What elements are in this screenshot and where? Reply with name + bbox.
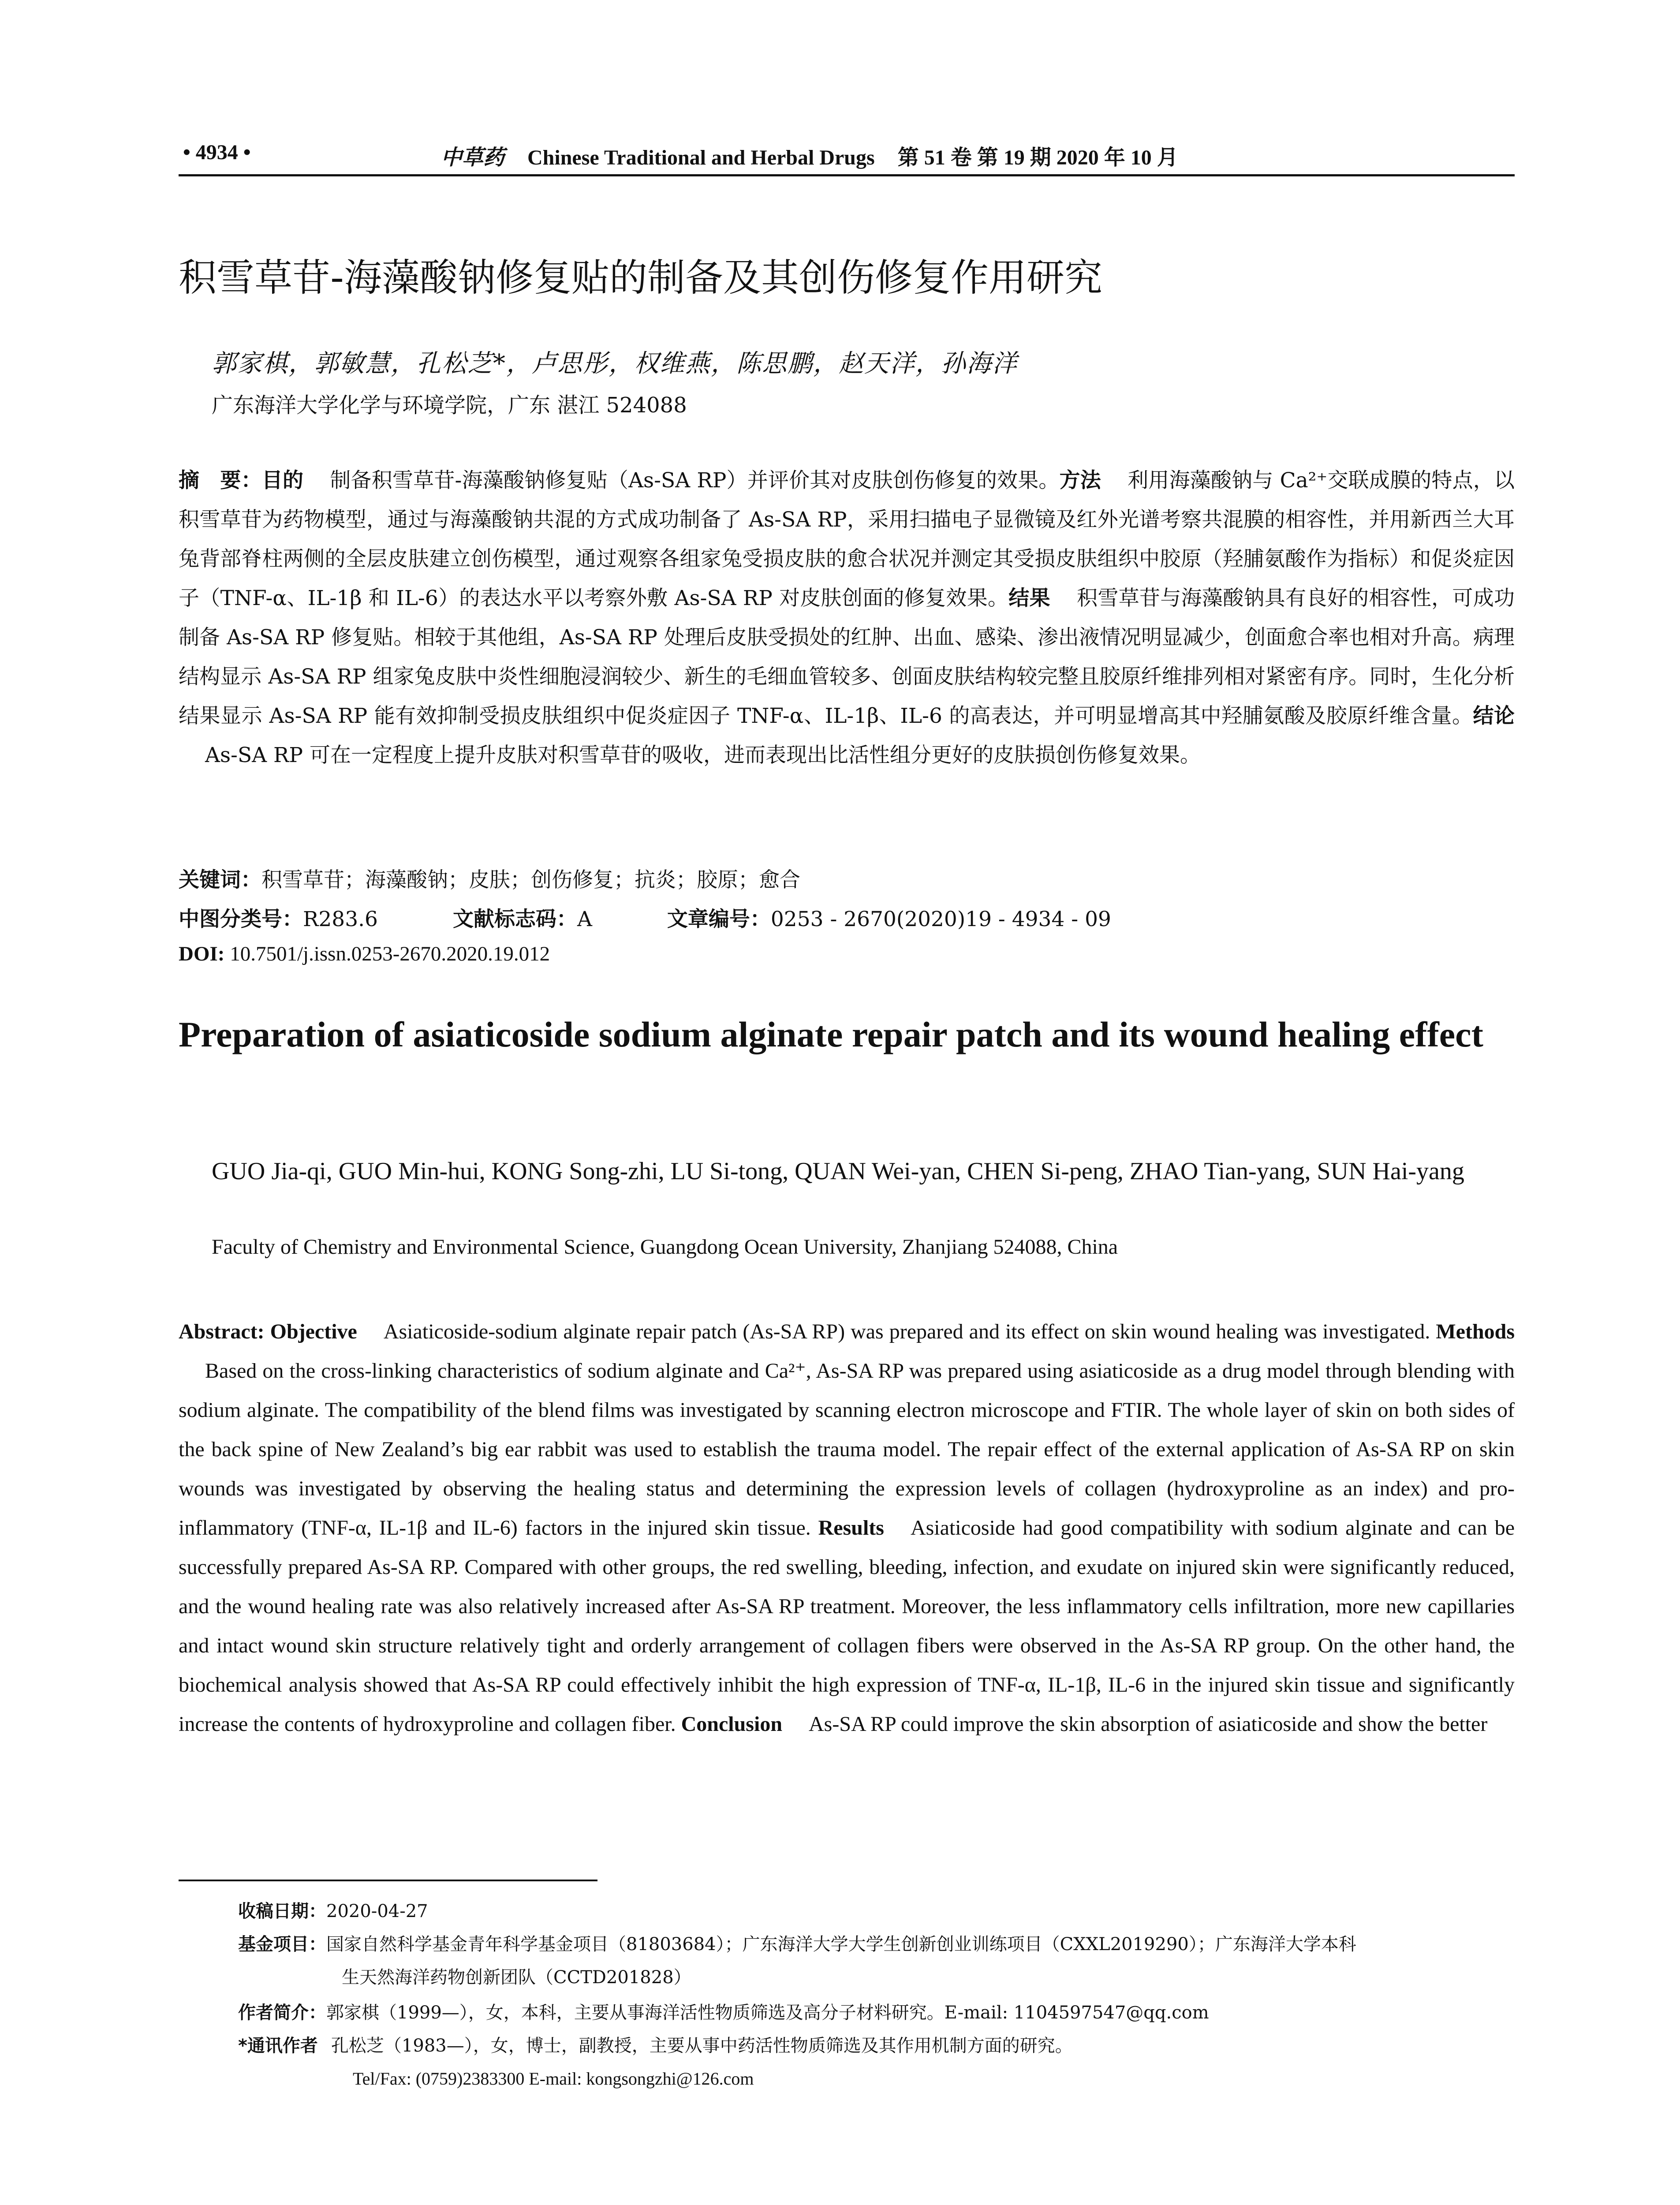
cn-affiliation: 广东海洋大学化学与环境学院，广东 湛江 524088 (212, 393, 687, 418)
cn-authors: 郭家棋，郭敏慧，孔松芝*，卢思彤，权维燕，陈思鹏，赵天洋，孙海洋 (212, 349, 1018, 378)
footnote-fund (238, 1929, 1356, 1959)
footnote-corresponding (238, 2031, 1073, 2061)
journal-issue: 第 51 卷 第 19 期 2020 年 10 月 (897, 146, 1178, 169)
corr-label: *通讯作者 (238, 2036, 318, 2056)
class-value: R283.6 (303, 907, 378, 931)
en-conclusion-label: Conclusion (681, 1712, 783, 1736)
received-label: 收稿日期： (238, 1901, 326, 1921)
doi-value: 10.7501/j.issn.0253-2670.2020.19.012 (230, 942, 550, 965)
fund-line2: 生天然海洋药物创新团队（CCTD201828） (342, 1967, 691, 1988)
en-objective: Asiaticoside-sodium alginate repair patch (As-SA RP) was prepared and its effect on skin wound healing was investigated. (383, 1320, 1430, 1343)
fund-line1: 国家自然科学基金青年科学基金项目（81803684）；广东海洋大学大学生创新创业训练项目（CXXL2019290）；广东海洋大学本科 (326, 1934, 1356, 1955)
fund-label: 基金项目： (238, 1934, 326, 1955)
journal-name-cn: 中草药 (441, 145, 505, 170)
en-results: Asiaticoside had good compatibility with sodium alginate and can be successfully prepared As-SA RP. Compared with other groups, the red swelling, bleeding, infection, and exudate on injured skin were significantly reduced, and the wound healing rate was also relatively increased after As-SA RP treatment. Moreover, the less inflammatory cells infiltration, more new capillaries and intact wound skin structure relatively tight and orderly arrangement of collagen fibers were observed in the As-SA RP group. On the other hand, the biochemical analysis showed that As-SA RP could effectively inhibit the high expression of TNF-α, IL-1β, IL-6 in the injured skin tissue and significantly increase the contents of hydroxyproline and collagen fiber. (179, 1516, 1515, 1736)
en-abstract-label: Abstract: Objective (179, 1320, 357, 1343)
cn-abstract-label: 摘 要： (179, 468, 262, 493)
en-title: Preparation of asiaticoside sodium alginate repair patch and its wound healing effect (179, 1014, 1483, 1054)
keywords-label: 关键词： (179, 868, 261, 892)
header-rule (179, 174, 1515, 176)
received-date: 2020-04-27 (326, 1901, 428, 1921)
cn-conclusion: As-SA RP 可在一定程度上提升皮肤对积雪草苷的吸收，进而表现出比活性组分更好的皮肤损创伤修复效果。 (205, 743, 1201, 767)
en-methods: Based on the cross-linking characteristics of sodium alginate and Ca²⁺, As-SA RP was prepared using asiaticoside as a drug model through blending with sodium alginate. The compatibility of the blend films was investigated by scanning electron microscope and FTIR. The whole layer of skin on both sides of the back spine of New Zealand’s big ear rabbit was used to establish the trauma model. The repair effect of the external application of As-SA RP on skin wounds was investigated by observing the healing status and determining the expression levels of collagen (hydroxyproline as an index) and pro-inflammatory (TNF-α, IL-1β and IL-6) factors in the injured skin tissue. (179, 1359, 1515, 1540)
en-results-label: Results (818, 1516, 884, 1540)
corr-info: 孔松芝（1983—），女，博士，副教授，主要从事中药活性物质筛选及其作用机制方面的研究。 (331, 2036, 1073, 2056)
cn-objective: 制备积雪草苷-海藻酸钠修复贴（As-SA RP）并评价其对皮肤创伤修复的效果。 (330, 468, 1060, 493)
footnote-author (238, 1998, 1209, 2028)
doi (179, 942, 550, 966)
cn-classification (179, 903, 1111, 932)
cn-conclusion-label: 结论 (1473, 704, 1515, 728)
cn-methods: 利用海藻酸钠与 Ca²⁺交联成膜的特点，以积雪草苷为药物模型，通过与海藻酸钠共混的方式成功制备了 As-SA RP，采用扫描电子显微镜及红外光谱考察共混膜的相容性，并用新西兰大耳兔背部脊柱两侧的全层皮肤建立创伤模型，通过观察各组家兔受损皮肤的愈合状况并测定其受损皮肤组织中胶原（羟脯氨酸作为指标）和促炎症因子（TNF-α、IL-1β 和 IL-6）的表达水平以考察外敷 As-SA RP 对皮肤创面的修复效果。 (179, 468, 1515, 610)
cn-results-label: 结果 (1008, 586, 1050, 610)
doc-code-label: 文献标志码： (452, 907, 577, 931)
en-authors: GUO Jia-qi, GUO Min-hui, KONG Song-zhi, LU Si-tong, QUAN Wei-yan, CHEN Si-peng, ZHAO Tian-yang, SUN Hai-yang (212, 1158, 1464, 1185)
author-info: 郭家棋（1999—），女，本科，主要从事海洋活性物质筛选及高分子材料研究。E-mail: 1104597547@qq.com (326, 2003, 1209, 2023)
cn-results: 积雪草苷与海藻酸钠具有良好的相容性，可成功制备 As-SA RP 修复贴。相较于其他组，As-SA RP 处理后皮肤受损处的红肿、出血、感染、渗出液情况明显减少，创面愈合率也相对升高。病理结构显示 As-SA RP 组家兔皮肤中炎性细胞浸润较少、新生的毛细血管较多、创面皮肤结构较完整且胶原纤维排列相对紧密有序。同时，生化分析结果显示 As-SA RP 能有效抑制受损皮肤组织中促炎症因子 TNF-α、IL-1β、IL-6 的高表达，并可明显增高其中羟脯氨酸及胶原纤维含量。 (179, 586, 1515, 728)
en-affiliation: Faculty of Chemistry and Environmental Science, Guangdong Ocean University, Zhanjiang 524088, China (212, 1235, 1118, 1259)
cn-abstract (179, 461, 1515, 775)
footnote-received (238, 1896, 428, 1926)
cn-objective-label: 目的 (261, 468, 304, 493)
corr-contact: Tel/Fax: (0759)2383300 E-mail: kongsongzhi@126.com (353, 2069, 754, 2089)
doc-code-value: A (577, 907, 592, 931)
en-methods-label: Methods (1436, 1320, 1515, 1343)
journal-name-en: Chinese Traditional and Herbal Drugs (527, 146, 875, 169)
journal-header (441, 140, 1178, 171)
cn-methods-label: 方法 (1059, 468, 1101, 493)
article-number-label: 文章编号： (667, 907, 771, 931)
author-label: 作者简介： (238, 2003, 326, 2023)
footnote-rule (179, 1880, 597, 1881)
en-conclusion: As-SA RP could improve the skin absorption of asiaticoside and show the better (809, 1712, 1488, 1736)
en-abstract (179, 1312, 1515, 1744)
article-number-value: 0253 - 2670(2020)19 - 4934 - 09 (770, 907, 1111, 931)
keywords-value: 积雪草苷；海藻酸钠；皮肤；创伤修复；抗炎；胶原；愈合 (261, 868, 800, 892)
class-label: 中图分类号： (179, 907, 303, 931)
doi-label: DOI: (179, 942, 225, 965)
cn-keywords (179, 863, 800, 893)
cn-title: 积雪草苷-海藻酸钠修复贴的制备及其创伤修复作用研究 (179, 256, 1103, 300)
page-number: • 4934 • (183, 141, 251, 164)
